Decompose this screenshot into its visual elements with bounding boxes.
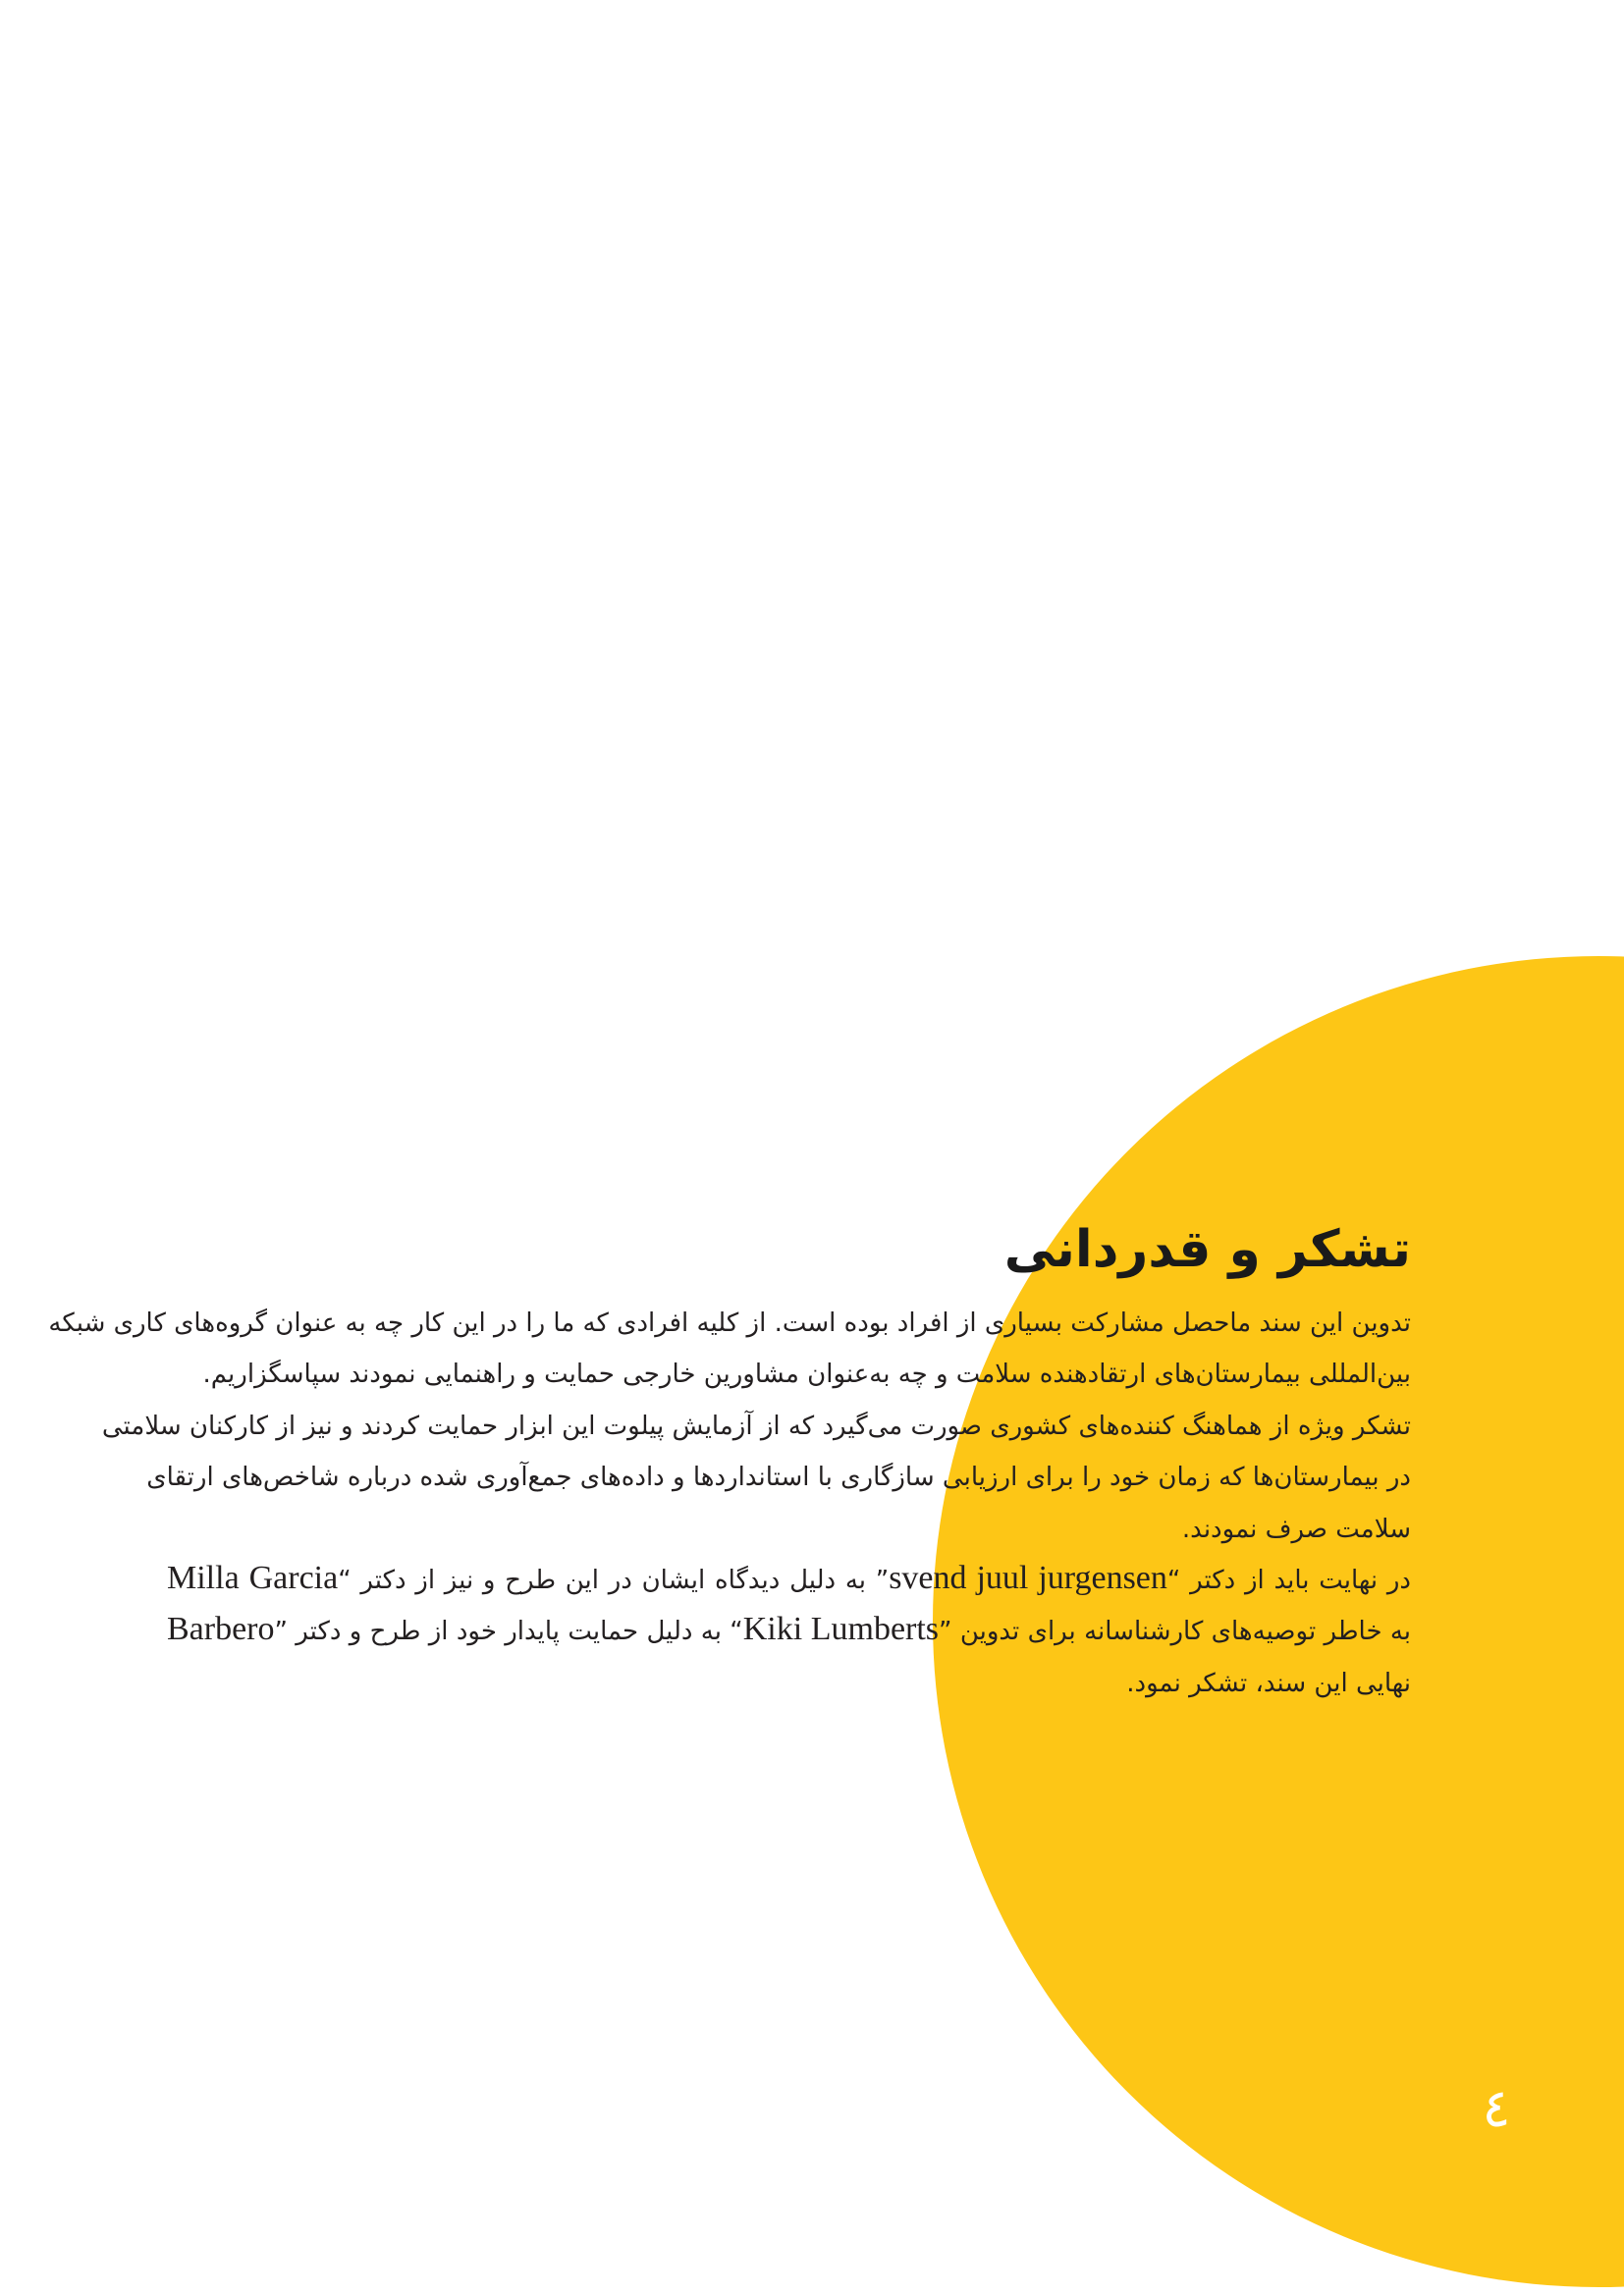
text-line-4 <box>146 1452 1411 1503</box>
persian-text: بین‌المللی بیمارستان‌های ارتقادهنده سلامت و چه به‌عنوان مشاورین خارجی حمایت و راهنمایی نمودند سپاسگزاریم. <box>202 1360 1411 1390</box>
persian-text: تدوین این سند ماحصل مشارکت بسیاری از افراد بوده است. از کلیه افرادی که ما را در این کار چه به عنوان گروه‌های کاری شبکه <box>48 1308 1411 1338</box>
latin-name: svend juul jurgensen <box>889 1559 1167 1596</box>
latin-name: Kiki Lumberts <box>742 1611 940 1648</box>
persian-text: ” به دلیل دیدگاه ایشان در این طرح و نیز از دکتر “ <box>338 1565 890 1595</box>
persian-text: ” به دلیل حمایت پایدار خود از طرح و دکتر “ <box>274 1617 743 1647</box>
persian-text: نهایی این سند، تشکر نمود. <box>1126 1668 1411 1698</box>
persian-text: تشکر ویژه از هماهنگ کننده‌های کشوری صورت می‌گیرد که از آزمایش پیلوت این ابزار حمایت کردند و نیز از کارکنان سلامتی <box>101 1411 1411 1441</box>
page-number: ٤ <box>1482 2077 1511 2139</box>
persian-text: در نهایت باید از دکتر “ <box>1166 1565 1411 1595</box>
text-line-5 <box>167 1504 1411 1555</box>
text-line-3 <box>101 1401 1411 1452</box>
latin-name: Barbero <box>167 1611 275 1648</box>
persian-text: ” به خاطر توصیه‌های کارشناسانه برای تدوین <box>939 1617 1411 1647</box>
persian-text: سلامت صرف نمودند. <box>1181 1514 1411 1544</box>
body-text <box>48 1298 1411 1709</box>
text-line-6 <box>167 1555 1411 1606</box>
text-line-8 <box>167 1658 1411 1709</box>
text-line-2 <box>167 1349 1411 1400</box>
text-line-7 <box>167 1606 1411 1657</box>
text-line-1 <box>48 1298 1411 1349</box>
page-title: تشکر و قدردانی <box>1003 1219 1411 1279</box>
latin-name: Milla Garcia <box>167 1559 339 1596</box>
persian-text: در بیمارستان‌ها که زمان خود را برای ارزیابی سازگاری با استانداردها و داده‌های جمع‌آوری شده درباره شاخص‌های ارتقای <box>146 1463 1411 1493</box>
